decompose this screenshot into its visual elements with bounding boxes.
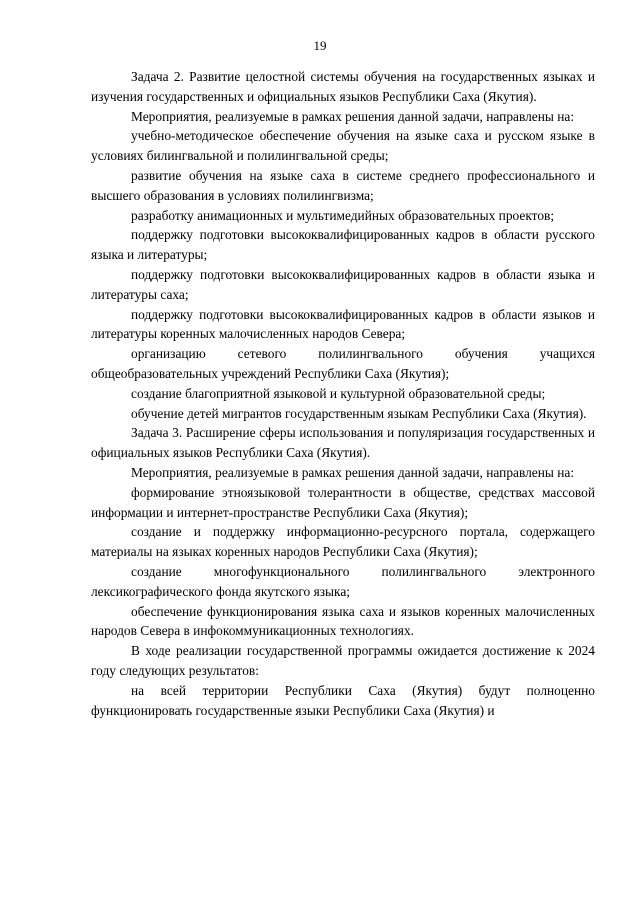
- measures-intro: Мероприятия, реализуемые в рамках решения данной задачи, направлены на:: [131, 108, 575, 124]
- page-number: 19: [313, 38, 327, 53]
- task-2-heading: Задача 2. Развитие целостной системы обучения на государственных языках и изучения государственных и официальных языков Республики Саха (Якутия).: [91, 69, 595, 104]
- list-item: обучение детей мигрантов государственным языкам Республики Саха (Якутия).: [131, 405, 587, 421]
- document-body: [91, 67, 595, 720]
- list-item: создание благоприятной языковой и культурной образовательной среды;: [131, 385, 546, 401]
- list-item: организацию сетевого полилингвального обучения учащихся общеобразовательных учреждений Республики Саха (Якутия);: [91, 346, 595, 381]
- list-item: развитие обучения на языке саха в системе среднего профессионального и высшего образования в условиях полилингвизма;: [91, 167, 595, 203]
- list-item: разработку анимационных и мультимедийных образовательных проектов;: [131, 207, 555, 223]
- task-3-heading: Задача 3. Расширение сферы использования и популяризация государственных и официальных языков Республики Саха (Якутия).: [91, 425, 595, 461]
- results-intro: В ходе реализации государственной программы ожидается достижение к 2024 году следующих результатов:: [91, 643, 595, 678]
- list-item: поддержку подготовки высококвалифицированных кадров в области русского языка и литературы;: [91, 227, 595, 263]
- list-item: обеспечение функционирования языка саха и языков коренных малочисленных народов Севера в инфокоммуникационных технологиях.: [91, 603, 595, 639]
- list-item: формирование этноязыковой толерантности в обществе, средствах массовой информации и интернет-пространстве Республики Саха (Якутия);: [91, 484, 595, 520]
- list-item: поддержку подготовки высококвалифицированных кадров в области языка и литературы саха;: [91, 266, 595, 302]
- list-item: учебно-методическое обеспечение обучения на языке саха и русском языке в условиях билингвальной и полилингвальной среды;: [91, 128, 595, 164]
- list-item: создание многофункционального полилингвального электронного лексикографического фонда якутского языка;: [91, 563, 595, 599]
- list-item: поддержку подготовки высококвалифицированных кадров в области языков и литературы коренных малочисленных народов Севера;: [91, 306, 595, 342]
- list-item: на всей территории Республики Саха (Якутия) будут полноценно функционировать государственные языки Республики Саха (Якутия) и: [91, 682, 595, 718]
- measures-intro: Мероприятия, реализуемые в рамках решения данной задачи, направлены на:: [131, 464, 575, 480]
- list-item: создание и поддержку информационно-ресурсного портала, содержащего материалы на языках коренных народов Республики Саха (Якутия);: [91, 524, 595, 560]
